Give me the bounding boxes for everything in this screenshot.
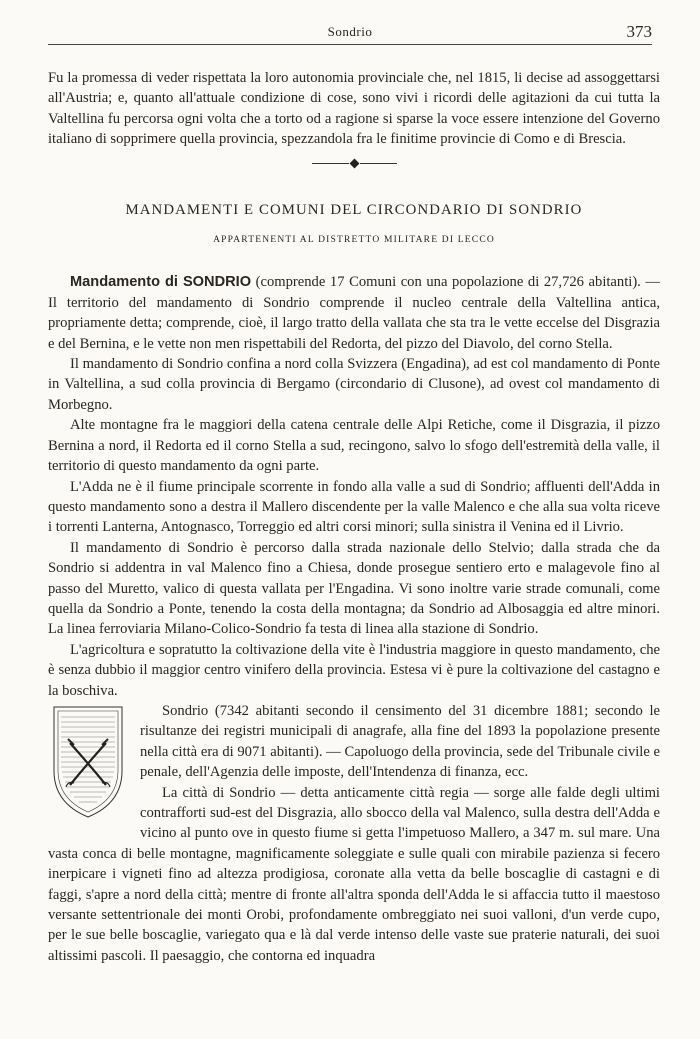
city-paragraph: La città di Sondrio — detta anticamente città regia — sorge alle falde degli ultimi contrafforti sud-est del Disgrazia, allo sbocco della val Malenco, sulla destra dell'Adda e vicino al punto ove in questo fiume si getta l'impetuoso Mallero, a 347 m. sul mare. Una vasta conca di belle montagne, magnificamente soleggiate e sulle quali con mirabile pazienza si fecero inerpicare i vigneti fino ad altezza prodigiosa, coronate alla vetta da belle boscaglie di castagni e di faggi, s'apre a nord della città; mentre di fronte all'altra sponda dell'Adda le si affaccia tutto il maestoso versante settentrionale dei monti Orobi, profondamente ombreggiato nei suoi valloni, d'un verde cupo, per le sue belle boscaglie, variegato qua e là dal verde intenso delle vaste sue praterie naturali, dei suoi altissimi pascoli. Il paesaggio, che contorna ed inquadra bbox=[48, 784, 660, 964]
mandamento-paragraph: Alte montagne fra le maggiori della catena centrale delle Alpi Retiche, come il Disgrazia, il pizzo Bernina a nord, il Redorta ed il corno Stella a sud, recingono, salvo lo sfogo dell'estremità della valle, il territorio di questo mandamento da ogni parte. bbox=[48, 417, 660, 475]
page-body bbox=[48, 68, 660, 966]
running-title: Sondrio bbox=[327, 24, 373, 39]
mandamento-lead-paragraph bbox=[48, 272, 660, 354]
mandamento-paragraph: L'Adda ne è il fiume principale scorrente in fondo alla valle a sud di Sondrio; affluenti dell'Adda in questo mandamento sono a destra il Mallero discendente per la valle Malenco e che alla sua volta riceve i torrenti Lanterna, Antognasco, Torreggio ed altri corsi minori; sulla sinistra il Venina ed il Livrio. bbox=[48, 478, 660, 536]
city-paragraph: Sondrio (7342 abitanti secondo il censimento del 31 dicembre 1881; secondo le risultanze dei registri municipali di anagrafe, alla fine del 1893 la popolazione presente nella città era di 9071 abitanti). — Capoluogo della provincia, sede del Tribunale civile e penale, dell'Agenzia delle imposte, dell'Intendenza di finanza, ecc. bbox=[140, 702, 660, 781]
section-subtitle: APPARTENENTI AL DISTRETTO MILITARE DI LECCO bbox=[213, 235, 495, 246]
coat-of-arms-icon bbox=[48, 703, 128, 821]
running-header bbox=[48, 22, 652, 45]
diamond-ornament-icon bbox=[349, 159, 359, 169]
mandamento-paragraph: Il mandamento di Sondrio confina a nord colla Svizzera (Engadina), ad est col mandamento di Ponte in Valtellina, a sud colla provincia di Bergamo (circondario di Clusone), ad ovest col mandamento di Morbegno. bbox=[48, 356, 660, 413]
mandamento-lead-text: (comprende 17 Comuni con una popolazione di 27,726 abitanti). — Il territorio del mandamento di Sondrio comprende il nucleo centrale della Valtellina antica, propriamente detta; comprende, cioè, il largo tratto della vallata che sta tra le vette eccelse del Disgrazia e del Bernina, e le vette non men rispettabili del Redorta, del pizzo del Diavolo, del corno Stella. bbox=[48, 274, 661, 352]
intro-paragraph: Fu la promessa di veder rispettata la loro autonomia provinciale che, nel 1815, li decise ad assoggettarsi all'Austria; e, quanto all'attuale condizione di cose, sono vivi i ricordi delle agitazioni da cui tutta la Valtellina fu percorsa ogni volta che a torto od a ragione si sparse la voce essere intenzione del Governo italiano di sopprimere quella provincia, spezzandola fra le finitime provincie di Como e di Brescia. bbox=[48, 70, 660, 148]
mandamento-paragraph: Il mandamento di Sondrio è percorso dalla strada nazionale dello Stelvio; dalla strada che da Sondrio si addentra in val Malenco fino a Chiesa, donde prosegue sentiero erto e malagevole fino al passo del Muretto, valico di questa vallata per l'Engadina. Vi sono inoltre varie strade comunali, come quella da Sondrio a Ponte, tenendo la costa della montagna; da Sondrio ad Albosaggia ed altre minori. La linea ferroviaria Milano-Colico-Sondrio fa testa di linea alla stazione di Sondrio. bbox=[48, 539, 660, 638]
page-number: 373 bbox=[626, 22, 652, 41]
mandamento-paragraph: L'agricoltura e sopratutto la coltivazione della vite è l'industria maggiore in questo mandamento, che è senza dubbio il maggior centro vinifero della provincia. Estesa vi è pure la coltivazione del castagno e la boschiva. bbox=[48, 641, 660, 699]
section-title: MANDAMENTI E COMUNI DEL CIRCONDARIO DI SONDRIO bbox=[125, 201, 583, 218]
ornamental-divider bbox=[48, 158, 660, 170]
mandamento-lead-term: Mandamento di SONDRIO bbox=[70, 274, 252, 291]
